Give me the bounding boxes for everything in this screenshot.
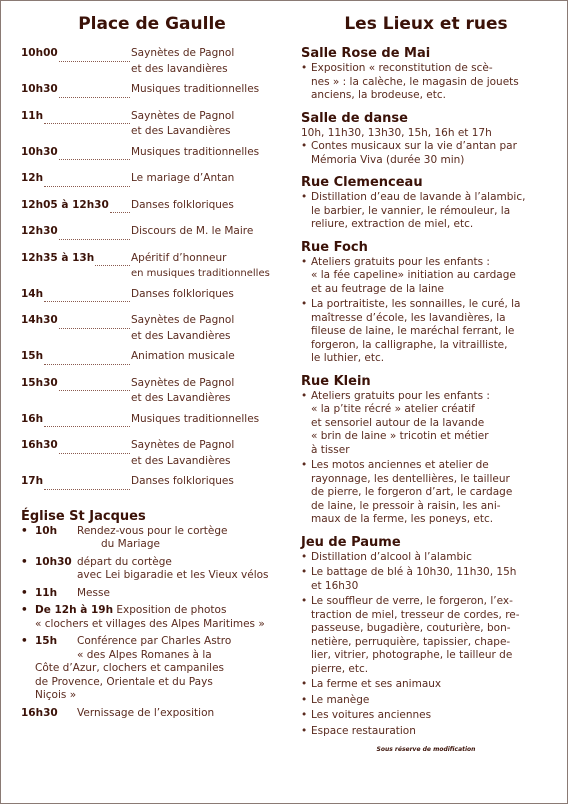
schedule-activity xyxy=(131,287,283,303)
eglise-line: Conférence par Charles Astro xyxy=(77,635,232,647)
schedule-activity-line: Apéritif d’honneur xyxy=(131,251,227,264)
schedule-time-row xyxy=(21,438,131,454)
bullet-text xyxy=(311,566,551,593)
section-title: Jeu de Paume xyxy=(301,534,401,550)
eglise-line: de Provence, Orientale et du Pays xyxy=(35,675,213,688)
dot-leader xyxy=(44,176,130,187)
bullet-item xyxy=(301,694,551,708)
section-text: 10h, 11h30, 13h30, 15h, 16h et 17h xyxy=(301,126,492,139)
bullet-text xyxy=(311,678,551,692)
bullet-line: et 16h30 xyxy=(311,579,359,592)
schedule-activity-line: Saynètes de Pagnol xyxy=(131,314,235,326)
bullet: • xyxy=(301,255,308,268)
bullet-line: maux de la ferme, les poneys, etc. xyxy=(311,513,494,525)
schedule-time-row xyxy=(21,376,131,392)
eglise-item-text xyxy=(77,556,283,583)
dot-leader xyxy=(59,380,130,391)
section-title: Rue Clemenceau xyxy=(301,175,423,190)
eglise-time: De 12h à 19h xyxy=(35,604,114,616)
schedule-activity xyxy=(131,251,283,282)
eglise-line: du Mariage xyxy=(101,538,160,550)
dot-leader xyxy=(44,479,130,490)
schedule-activity xyxy=(131,412,283,428)
dot-leader xyxy=(59,149,130,160)
schedule-item xyxy=(21,474,283,490)
schedule-item xyxy=(21,287,283,303)
dot-leader xyxy=(59,87,130,98)
section xyxy=(301,240,551,366)
eglise-item-text xyxy=(77,707,283,721)
bullet: • xyxy=(301,709,308,721)
footnote: Sous réserve de modification xyxy=(376,746,476,753)
bullet-line: maîtresse d’école, les lavandières, la xyxy=(311,311,506,324)
bullet-text xyxy=(311,595,551,676)
schedule-activity-line: et des Lavandières xyxy=(131,125,231,137)
schedule-activity-line: Le mariage d’Antan xyxy=(131,172,235,184)
bullet: • xyxy=(301,389,308,402)
schedule-item xyxy=(21,313,283,344)
dot-leader xyxy=(110,202,130,213)
bullet: • xyxy=(301,191,308,203)
eglise-item-text xyxy=(77,525,283,552)
schedule-activity xyxy=(131,109,283,140)
bullet-line: Exposition « reconstitution de scè- xyxy=(311,62,493,74)
eglise-line: Niçois » xyxy=(35,689,77,701)
dot-leader xyxy=(59,229,130,240)
schedule-time: 11h xyxy=(21,109,44,122)
schedule-item xyxy=(21,46,283,77)
bullet-text xyxy=(311,725,551,739)
bullet-item xyxy=(301,256,551,297)
eglise-line: « des Alpes Romanes à la xyxy=(77,648,212,661)
bullet-line: La ferme et ses animaux xyxy=(311,678,442,690)
lieux-title: Les Lieux et rues xyxy=(344,14,508,34)
schedule-time-row xyxy=(21,313,131,329)
bullet-text xyxy=(311,62,551,103)
bullet-item xyxy=(301,140,551,167)
eglise-line: Vernissage de l’exposition xyxy=(77,706,215,719)
bullet-line: Les voitures anciennes xyxy=(311,709,432,721)
schedule-time: 14h xyxy=(21,287,44,300)
sections-list xyxy=(301,46,551,738)
schedule-time: 12h35 à 13h xyxy=(21,251,95,264)
schedule-time: 10h30 xyxy=(21,145,58,158)
schedule-time-row xyxy=(21,349,131,365)
schedule-time: 12h30 xyxy=(21,225,58,237)
bullet-line: anciens, la brodeuse, etc. xyxy=(311,89,446,101)
eglise-line: Côte d’Azur, clochers et campaniles xyxy=(35,662,225,674)
dot-leader xyxy=(59,443,130,454)
bullet-line: et sensoriel autour de la lavande xyxy=(311,416,485,429)
schedule-item xyxy=(21,145,283,161)
bullet: • xyxy=(21,524,28,537)
bullet: • xyxy=(301,693,308,706)
schedule-time: 10h30 xyxy=(21,83,58,95)
schedule-time: 15h xyxy=(21,350,44,362)
eglise-line: « clochers et villages des Alpes Maritimes » xyxy=(35,617,265,630)
bullet: • xyxy=(21,604,28,616)
schedule-time: 16h xyxy=(21,412,44,425)
bullet-line: Distillation d’eau de lavande à l’alambic, xyxy=(311,191,526,203)
bullet-line: nes » : la calèche, le magasin de jouets xyxy=(311,75,519,88)
dot-leader xyxy=(59,318,130,329)
schedule-activity-line: Animation musicale xyxy=(131,350,235,362)
schedule-activity xyxy=(131,224,283,240)
bullet-line: de laine, le pressoir à raisin, les ani- xyxy=(311,499,501,512)
schedule-activity-line: et des Lavandières xyxy=(131,454,231,467)
schedule-time-row xyxy=(21,145,131,161)
schedule-time-row xyxy=(21,198,131,214)
schedule-time-row xyxy=(21,46,131,62)
schedule-item xyxy=(21,224,283,240)
bullet: • xyxy=(301,678,308,690)
bullet: • xyxy=(21,586,28,599)
bullet: • xyxy=(21,555,28,568)
schedule-activity xyxy=(131,376,283,407)
eglise-line: Messe xyxy=(77,586,110,599)
bullet-text xyxy=(311,140,551,167)
eglise-item xyxy=(21,556,283,583)
schedule-activity xyxy=(131,474,283,490)
bullet: • xyxy=(301,140,308,152)
schedule-item xyxy=(21,82,283,98)
bullet: • xyxy=(301,595,308,607)
schedule-activity-line: Danses folkloriques xyxy=(131,198,234,211)
schedule-item xyxy=(21,251,283,282)
bullet-text xyxy=(311,694,551,708)
bullet-line: « brin de laine » tricotin et métier xyxy=(311,430,489,442)
bullet-text xyxy=(311,551,551,565)
bullet: • xyxy=(301,298,308,310)
schedule-activity-line: Musiques traditionnelles xyxy=(131,412,260,425)
bullet-line: forgeron, la calligraphe, la vitrailliste, xyxy=(311,338,508,351)
dot-leader xyxy=(44,416,130,427)
eglise-time: 16h30 xyxy=(21,706,58,719)
bullet: • xyxy=(301,459,308,471)
schedule-activity-line: Danses folkloriques xyxy=(131,475,234,487)
schedule-activity xyxy=(131,438,283,469)
bullet-item xyxy=(301,298,551,366)
bullet: • xyxy=(301,550,308,563)
schedule-activity xyxy=(131,198,283,214)
section-title: Salle Rose de Mai xyxy=(301,46,431,61)
schedule-activity-line: et des lavandières xyxy=(131,62,228,75)
schedule-time-row xyxy=(21,287,131,303)
eglise-title: Église St Jacques xyxy=(21,508,146,524)
schedule-list xyxy=(21,46,283,490)
dot-leader xyxy=(44,291,130,302)
section xyxy=(301,535,551,739)
eglise-line: Exposition de photos xyxy=(116,604,227,616)
section xyxy=(301,111,551,168)
bullet-line: Le souffleur de verre, le forgeron, l’ex- xyxy=(311,595,513,607)
section-title: Salle de danse xyxy=(301,110,408,126)
bullet-item xyxy=(301,709,551,723)
schedule-item xyxy=(21,198,283,214)
dot-leader xyxy=(59,51,130,62)
schedule-time: 12h05 à 12h30 xyxy=(21,198,109,211)
schedule-time: 14h30 xyxy=(21,314,58,326)
schedule-activity-line: Saynètes de Pagnol xyxy=(131,47,235,59)
left-column xyxy=(21,11,283,724)
schedule-activity-line: Saynètes de Pagnol xyxy=(131,376,235,389)
eglise-line: Rendez-vous pour le cortège xyxy=(77,524,228,537)
bullet-line: La portraitiste, les sonnailles, le curé, la xyxy=(311,298,521,310)
bullet-line: netière, perruquière, tapissier, chape- xyxy=(311,635,511,648)
bullet-line: Distillation d’alcool à l’alambic xyxy=(311,550,472,563)
bullet-item xyxy=(301,191,551,232)
eglise-time: 11h xyxy=(35,586,58,599)
bullet-line: Ateliers gratuits pour les enfants : xyxy=(311,389,490,402)
schedule-item xyxy=(21,438,283,469)
bullet: • xyxy=(301,62,308,74)
bullet-line: fileuse de laine, le maréchal ferrant, le xyxy=(311,325,515,337)
schedule-time: 10h00 xyxy=(21,47,58,59)
bullet-line: de pierre, le forgeron d’art, le cardage xyxy=(311,486,513,498)
bullet-line: passeuse, bugadière, couturière, bon- xyxy=(311,622,511,634)
bullet-text xyxy=(311,256,551,297)
schedule-activity-line: et des Lavandières xyxy=(131,329,231,342)
bullet-text xyxy=(311,298,551,366)
eglise-list xyxy=(21,525,283,721)
schedule-item xyxy=(21,171,283,187)
bullet-line: Le manège xyxy=(311,693,370,706)
bullet-line: rayonnage, les dentellières, le tailleur xyxy=(311,472,510,485)
schedule-time-row xyxy=(21,171,131,187)
schedule-time: 17h xyxy=(21,475,44,487)
bullet-line: traction de miel, tresseur de cordes, re- xyxy=(311,608,520,621)
bullet-item xyxy=(301,566,551,593)
section xyxy=(301,374,551,527)
bullet-line: « la p’tite récré » atelier créatif xyxy=(311,403,475,415)
bullet-text xyxy=(311,191,551,232)
place-de-gaulle-title: Place de Gaulle xyxy=(78,14,226,34)
schedule-activity-line: Musiques traditionnelles xyxy=(131,83,260,95)
bullet-item xyxy=(301,62,551,103)
eglise-item xyxy=(21,707,283,721)
eglise-item-text xyxy=(35,604,283,631)
schedule-time: 15h30 xyxy=(21,376,58,389)
bullet-line: Mémoria Viva (durée 30 min) xyxy=(311,153,465,166)
bullet-line: Le battage de blé à 10h30, 11h30, 15h xyxy=(311,566,517,578)
bullet-item xyxy=(301,459,551,527)
bullet-line: Ateliers gratuits pour les enfants : xyxy=(311,255,490,268)
schedule-activity xyxy=(131,313,283,344)
schedule-activity-line: et des Lavandières xyxy=(131,392,231,404)
schedule-item xyxy=(21,349,283,365)
eglise-item-text xyxy=(77,587,283,601)
schedule-activity-line: Discours de M. le Maire xyxy=(131,225,254,237)
schedule-time-row xyxy=(21,474,131,490)
bullet-line: Les motos anciennes et atelier de xyxy=(311,459,489,471)
eglise-line: avec Lei bigaradie et les Vieux vélos xyxy=(77,569,269,581)
schedule-activity xyxy=(131,349,283,365)
schedule-activity-line: Saynètes de Pagnol xyxy=(131,109,235,122)
eglise-time: 10h xyxy=(35,524,58,537)
schedule-activity xyxy=(131,82,283,98)
section xyxy=(301,46,551,103)
bullet-line: Contes musicaux sur la vie d’antan par xyxy=(311,140,517,152)
schedule-time-row xyxy=(21,224,131,240)
schedule-item xyxy=(21,412,283,428)
section-title: Rue Klein xyxy=(301,373,371,389)
schedule-time-row xyxy=(21,251,131,267)
schedule-activity xyxy=(131,46,283,77)
schedule-activity-line: Saynètes de Pagnol xyxy=(131,439,235,451)
schedule-activity-line: en musiques traditionnelles xyxy=(131,268,270,279)
eglise-item xyxy=(21,525,283,552)
bullet-line: lier, vitrier, photographe, le tailleur de xyxy=(311,649,513,661)
right-column xyxy=(301,11,551,753)
bullet-line: reliure, extraction de miel, etc. xyxy=(311,218,474,230)
bullet: • xyxy=(21,635,28,647)
schedule-time-row xyxy=(21,412,131,428)
bullet: • xyxy=(301,566,308,578)
bullet-line: le barbier, le vannier, le rémouleur, la xyxy=(311,204,511,217)
bullet-text xyxy=(311,390,551,458)
dot-leader xyxy=(44,113,130,124)
section xyxy=(301,175,551,232)
bullet-line: et au feutrage de la laine xyxy=(311,282,445,295)
bullet-line: pierre, etc. xyxy=(311,662,369,675)
eglise-item xyxy=(21,635,283,703)
schedule-activity xyxy=(131,171,283,187)
bullet-line: à tisser xyxy=(311,443,350,456)
dot-leader xyxy=(95,255,130,266)
schedule-item xyxy=(21,109,283,140)
schedule-time: 16h30 xyxy=(21,439,58,451)
bullet: • xyxy=(301,724,308,737)
schedule-time-row xyxy=(21,109,131,125)
bullet-item xyxy=(301,551,551,565)
eglise-time: 10h30 xyxy=(35,555,72,568)
schedule-time-row xyxy=(21,82,131,98)
schedule-activity-line: Musiques traditionnelles xyxy=(131,145,260,158)
bullet-item xyxy=(301,390,551,458)
bullet-item xyxy=(301,678,551,692)
bullet-line: « la fée capeline» initiation au cardage xyxy=(311,269,516,281)
eglise-time: 15h xyxy=(35,635,58,647)
bullet-line: Espace restauration xyxy=(311,724,416,737)
bullet-text xyxy=(311,709,551,723)
eglise-item xyxy=(21,604,283,631)
bullet-line: le luthier, etc. xyxy=(311,352,385,364)
section-title: Rue Foch xyxy=(301,239,368,255)
schedule-item xyxy=(21,376,283,407)
dot-leader xyxy=(44,354,130,365)
eglise-line: départ du cortège xyxy=(77,555,172,568)
eglise-item xyxy=(21,587,283,601)
schedule-time: 12h xyxy=(21,172,44,184)
bullet-item xyxy=(301,725,551,739)
bullet-item xyxy=(301,595,551,676)
schedule-activity-line: Danses folkloriques xyxy=(131,287,234,300)
bullet-text xyxy=(311,459,551,527)
schedule-activity xyxy=(131,145,283,161)
